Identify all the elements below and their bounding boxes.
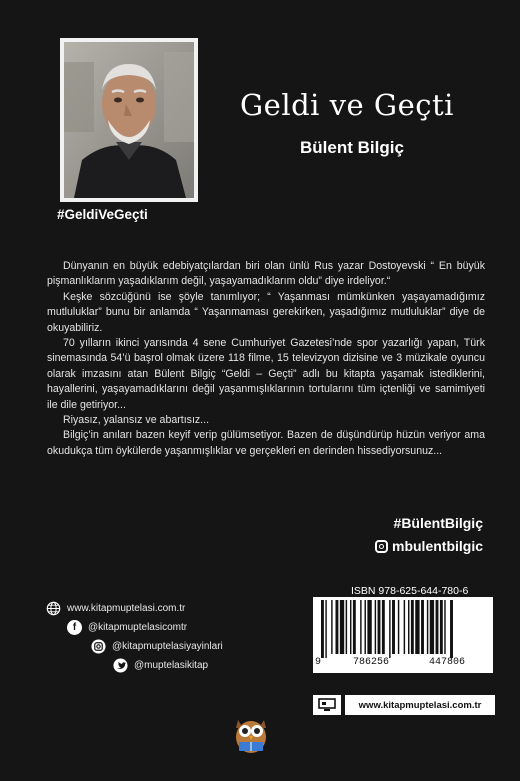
twitter-icon xyxy=(113,658,128,673)
instagram-icon xyxy=(91,639,106,654)
barcode-bar xyxy=(375,600,376,654)
barcode-bar xyxy=(444,600,445,654)
barcode-bar xyxy=(404,600,405,654)
book-title: Geldi ve Geçti xyxy=(240,88,454,122)
paragraph: 70 yılların ikinci yarısında 4 sene Cumhuriyet Gazetesi’nde spor yazarlığı yapan, Türk sinemasında 54’ü başrol olmak üzere 118 filme, 15 televizyon dizisine ve 3 müzikale oyuncu olarak imzasını atan Bülent Bilgiç “Geldi – Geçti” adlı bu kitapta yaşamak istediklerini, hayallerini, yaşayamadıklarını değil yaşanmışlıklarının tortularını tüm içtenliği ve samimiyeti ile dile getiriyor... xyxy=(47,337,485,411)
author-hashtag: #BülentBilgiç xyxy=(393,515,483,531)
website-banner-text: www.kitapmuptelasi.com.tr xyxy=(345,695,495,715)
barcode-bar xyxy=(382,600,385,654)
barcode-bar xyxy=(353,600,356,654)
barcode-bar xyxy=(367,600,371,654)
instagram-handle: @kitapmuptelasiyayinlari xyxy=(112,641,223,652)
instagram-icon xyxy=(375,540,388,553)
barcode-bar xyxy=(350,600,351,654)
owl-logo xyxy=(230,710,272,761)
author-instagram[interactable] xyxy=(375,538,483,554)
book-hashtag: #GeldiVeGeçti xyxy=(57,207,148,222)
barcode-bar xyxy=(389,600,390,658)
computer-icon xyxy=(318,698,336,712)
barcode-bar xyxy=(321,600,324,658)
barcode-bars xyxy=(321,600,485,658)
barcode-bar xyxy=(346,600,347,654)
paragraph: Bilgiç’in anıları bazen keyif verip gülümsetiyor. Bazen de düşündürüp hüzün veriyor ama okudukça tüm öykülerde yaşanmışlıklar ve gerçekleri en derinden hissediyorsunuz... xyxy=(47,429,485,457)
contact-facebook[interactable] xyxy=(67,620,187,635)
barcode-bar xyxy=(398,600,399,654)
author-photo-frame xyxy=(60,38,198,202)
barcode-bar xyxy=(411,600,414,654)
author-portrait-illustration xyxy=(64,42,194,198)
barcode-bar xyxy=(392,600,395,654)
barcode-bar xyxy=(415,600,419,654)
author-instagram-handle: mbulentbilgic xyxy=(392,538,483,554)
barcode-bar xyxy=(340,600,344,654)
barcode-bar xyxy=(360,600,361,654)
website-text: www.kitapmuptelasi.com.tr xyxy=(67,603,186,614)
contact-twitter[interactable] xyxy=(113,658,208,673)
facebook-icon: f xyxy=(67,620,82,635)
facebook-handle: @kitapmuptelasicomtr xyxy=(88,622,188,633)
paragraph: Dünyanın en büyük edebiyatçılardan biri olan ünlü Rus yazar Dostoyevski “ En büyük pişmanlıklarım yaşadıklarım değil, yaşayamadıklarım oldu” diye irdeliyor.“ xyxy=(47,260,485,288)
barcode-bar xyxy=(430,600,434,654)
barcode-digits-right: 447806 xyxy=(429,657,466,668)
barcode-bar xyxy=(427,600,428,654)
paragraph: Keşke sözcüğünü ise şöyle tanımlıyor; “ Yaşanması mümkünken yaşayamadığımız mutluluklar” bunu bir anlamda “ Yaşanmaması gerekirken, yaşadığımız mutluluklar” diye de okuyabiliriz. xyxy=(47,290,485,334)
barcode-bar xyxy=(331,600,332,654)
barcode-bar xyxy=(408,600,409,654)
barcode xyxy=(313,597,493,673)
barcode-bar xyxy=(450,600,453,658)
barcode-bar xyxy=(440,600,443,654)
owl-logo-illustration xyxy=(230,710,272,756)
back-cover-text xyxy=(47,259,485,459)
contact-website[interactable] xyxy=(46,601,185,616)
barcode-bar xyxy=(325,600,326,658)
website-banner[interactable] xyxy=(313,695,495,715)
barcode-bar xyxy=(421,600,424,654)
barcode-bar xyxy=(336,600,339,654)
twitter-handle: @muptelasikitap xyxy=(134,660,209,671)
barcode-bar xyxy=(378,600,381,654)
isbn-label: ISBN 978-625-644-780-6 xyxy=(351,585,469,597)
author-photo xyxy=(64,42,194,198)
contact-instagram[interactable] xyxy=(91,639,223,654)
barcode-bar xyxy=(436,600,439,654)
barcode-digit-first: 9 xyxy=(315,657,322,668)
paragraph: Riyasız, yalansız ve abartısız... xyxy=(63,414,210,427)
barcode-bar xyxy=(365,600,366,654)
barcode-digits-left: 786256 xyxy=(353,657,390,668)
globe-icon xyxy=(46,601,61,616)
computer-icon-box xyxy=(313,695,341,715)
author-name: Bülent Bilgiç xyxy=(300,138,404,157)
